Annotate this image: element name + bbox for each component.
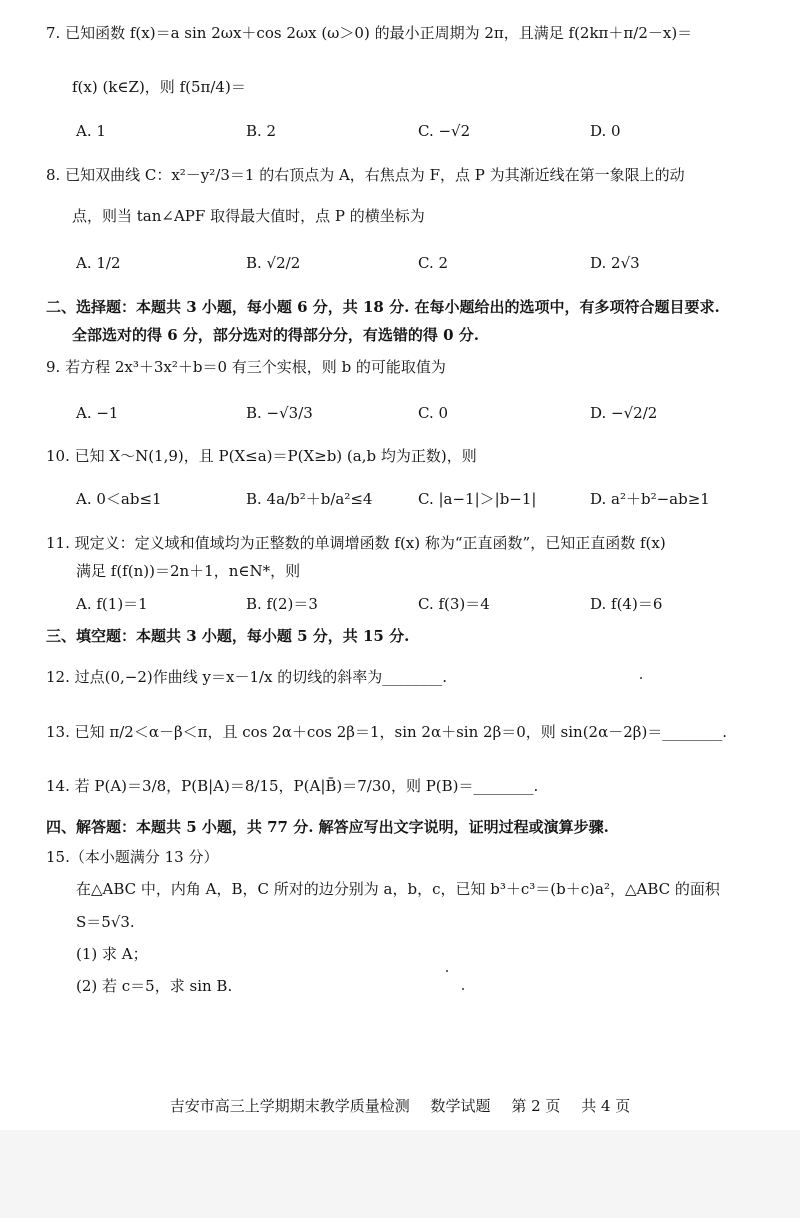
section2-heading-line1: 二、选择题：本题共 3 小题，每小题 6 分，共 18 分. 在每小题给出的选项中，有多项符合题目要求.: [46, 298, 720, 316]
section2-heading-line2: 全部选对的得 6 分，部分选对的得部分分，有选错的得 0 分.: [72, 326, 479, 344]
q8-option-d: D. 2√3: [590, 254, 640, 272]
q7-stem-line1: 7. 已知函数 f(x)＝a sin 2ωx＋cos 2ωx (ω＞0) 的最小正周期为 2π，且满足 f(2kπ＋π/2－x)＝: [46, 24, 693, 42]
q11-option-d: D. f(4)＝6: [590, 595, 663, 613]
q8-option-c: C. 2: [418, 254, 449, 272]
page-footer: [0, 1097, 800, 1115]
q11-stem-line2: 满足 f(f(n))＝2n＋1，n∈N*，则: [76, 562, 301, 580]
footer-subject: 数学试题: [430, 1097, 491, 1115]
scan-speck: [462, 988, 464, 990]
scan-speck: [446, 970, 448, 972]
q9-option-d: D. −√2/2: [590, 404, 658, 422]
q15-part2: (2) 若 c＝5，求 sin B.: [76, 977, 233, 995]
q15-part1: (1) 求 A；: [76, 945, 148, 963]
footer-page-number: 第 2 页: [511, 1097, 561, 1115]
q14-stem: 14. 若 P(A)＝3/8，P(B|A)＝8/15，P(A|B̄)＝7/30，则 P(B)＝________.: [46, 777, 539, 795]
q7-option-b: B. 2: [246, 122, 277, 140]
q9-option-c: C. 0: [418, 404, 449, 422]
q11-option-b: B. f(2)＝3: [246, 595, 318, 613]
q8-option-b: B. √2/2: [246, 254, 301, 272]
q9-option-a: A. −1: [76, 404, 119, 422]
section4-heading: 四、解答题：本题共 5 小题，共 77 分. 解答应写出文字说明，证明过程或演算步骤.: [46, 818, 609, 836]
scan-speck: [640, 677, 642, 679]
footer-exam-name: 吉安市高三上学期期末教学质量检测: [169, 1097, 410, 1115]
q9-stem: 9. 若方程 2x³＋3x²＋b＝0 有三个实根，则 b 的可能取值为: [46, 358, 446, 376]
q7-option-c: C. −√2: [418, 122, 471, 140]
q7-stem-line2: f(x) (k∈Z)，则 f(5π/4)＝: [72, 78, 246, 96]
q10-option-a: A. 0＜ab≤1: [76, 490, 162, 508]
blank-margin: [0, 1130, 800, 1218]
q12-stem: 12. 过点(0,−2)作曲线 y＝x－1/x 的切线的斜率为________.: [46, 668, 448, 686]
q7-option-d: D. 0: [590, 122, 621, 140]
q11-option-c: C. f(3)＝4: [418, 595, 490, 613]
q15-stem-line2: S＝5√3.: [76, 913, 135, 931]
q10-stem: 10. 已知 X～N(1,9)，且 P(X≤a)＝P(X≥b) (a,b 均为正数)，则: [46, 447, 477, 465]
section3-heading: 三、填空题：本题共 3 小题，每小题 5 分，共 15 分.: [46, 627, 410, 645]
q13-stem: 13. 已知 π/2＜α－β＜π，且 cos 2α＋cos 2β＝1，sin 2α＋sin 2β＝0，则 sin(2α－2β)＝________.: [46, 723, 728, 741]
q8-stem-line1: 8. 已知双曲线 C：x²－y²/3＝1 的右顶点为 A，右焦点为 F，点 P 为其渐近线在第一象限上的动: [46, 166, 685, 184]
q7-option-a: A. 1: [76, 122, 106, 140]
q11-option-a: A. f(1)＝1: [76, 595, 148, 613]
q15-title: 15.（本小题满分 13 分）: [46, 848, 219, 866]
q15-stem-line1: 在△ABC 中，内角 A，B，C 所对的边分别为 a，b，c，已知 b³＋c³＝(b＋c)a²，△ABC 的面积: [76, 880, 720, 898]
q10-option-b: B. 4a/b²＋b/a²≤4: [246, 490, 373, 508]
q11-stem-line1: 11. 现定义：定义域和值域均为正整数的单调增函数 f(x) 称为“正直函数”，已知正直函数 f(x): [46, 534, 666, 552]
q10-option-c: C. |a−1|＞|b−1|: [418, 490, 537, 508]
q10-option-d: D. a²＋b²−ab≥1: [590, 490, 710, 508]
q8-option-a: A. 1/2: [76, 254, 121, 272]
q8-stem-line2: 点，则当 tan∠APF 取得最大值时，点 P 的横坐标为: [72, 207, 425, 225]
q9-option-b: B. −√3/3: [246, 404, 313, 422]
footer-total-pages: 共 4 页: [581, 1097, 631, 1115]
